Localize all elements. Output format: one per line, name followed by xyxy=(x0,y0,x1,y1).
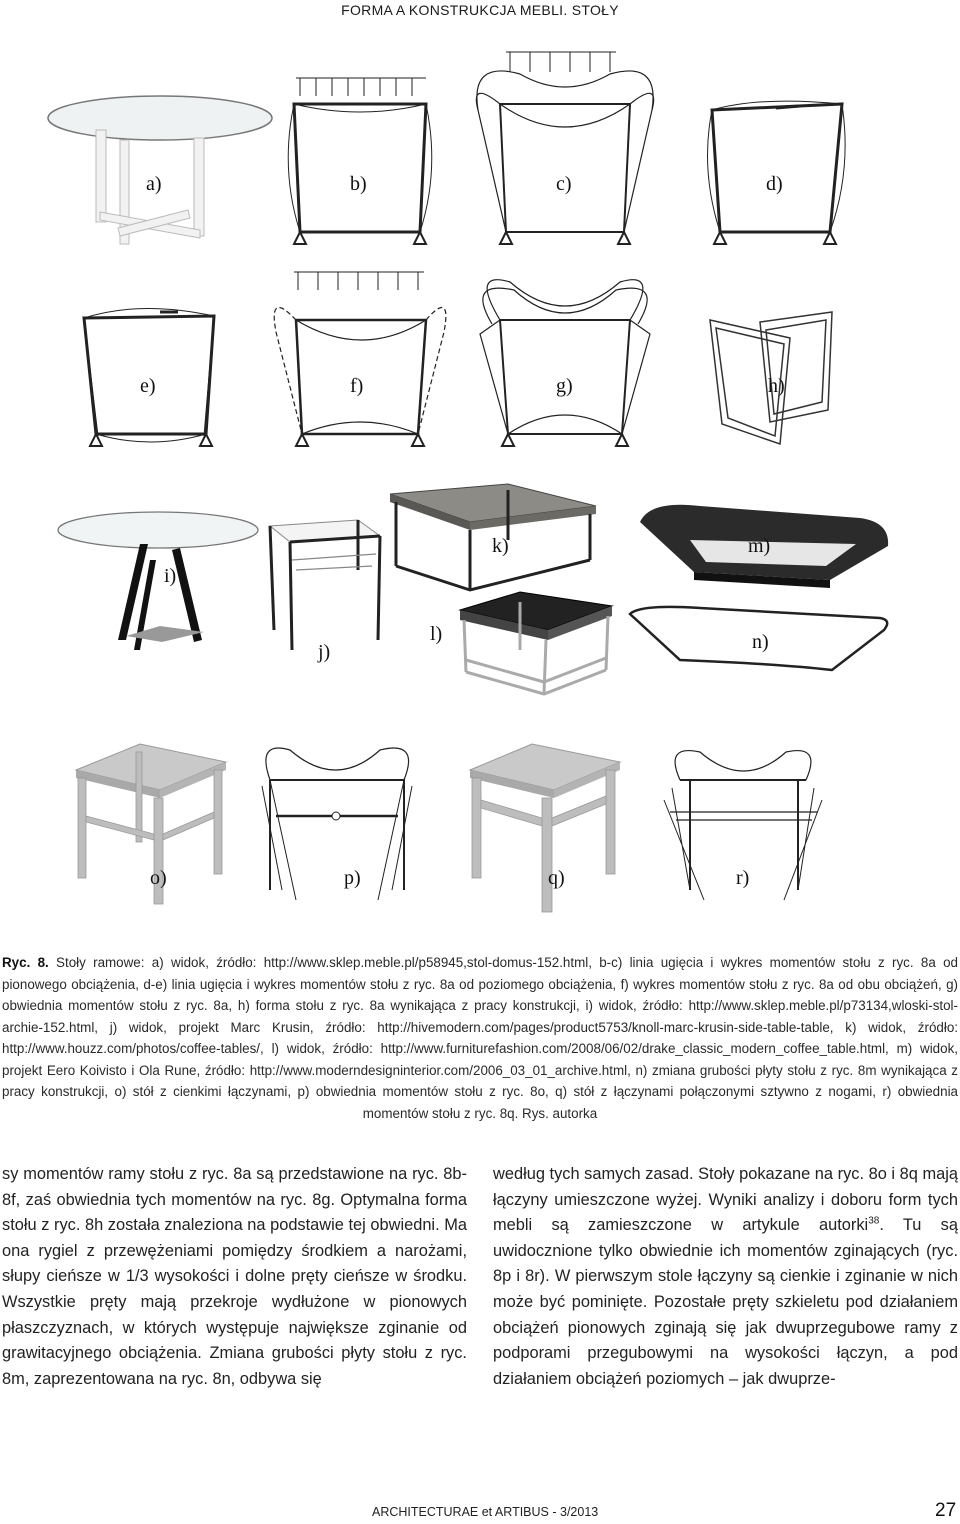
panel-a-glass-table xyxy=(48,96,272,244)
figure-8 xyxy=(0,26,960,938)
body-right-part1: według tych samych zasad. Stoły pokazane na ryc. 8o i 8q mają łączyny umieszczone wyżej. Wyniki analizy i doboru form tych mebli są zamieszczone w artykule autorki xyxy=(493,1165,958,1235)
body-column-right xyxy=(493,1162,958,1392)
label-m: m) xyxy=(748,535,771,557)
panel-b-deflection xyxy=(288,78,432,244)
figure-caption xyxy=(2,952,958,1124)
label-j: j) xyxy=(318,641,331,663)
panel-m-photo xyxy=(640,505,888,588)
panel-o-table xyxy=(76,744,226,904)
label-q: q) xyxy=(548,867,565,889)
label-p: p) xyxy=(344,867,361,889)
label-d: d) xyxy=(766,173,783,195)
caption-prefix: Ryc. 8. xyxy=(2,955,49,970)
panel-k-photo xyxy=(390,484,596,590)
label-e: e) xyxy=(140,375,156,397)
panel-h-form xyxy=(710,312,832,444)
panel-c-moment xyxy=(476,52,653,244)
label-b: b) xyxy=(350,173,367,195)
panel-l-photo xyxy=(430,592,612,694)
running-header: FORMA A KONSTRUKCJA MEBLI. STOŁY xyxy=(341,2,619,18)
footnote-ref: 38 xyxy=(868,1215,880,1227)
label-l: l) xyxy=(430,623,443,645)
panel-j-photo xyxy=(270,520,380,663)
label-o: o) xyxy=(150,867,167,889)
panel-r-envelope xyxy=(664,751,822,900)
panel-g-envelope xyxy=(480,280,650,446)
label-c: c) xyxy=(556,173,572,195)
panel-n-section xyxy=(630,607,887,670)
journal-footer: ARCHITECTURAE et ARTIBUS - 3/2013 xyxy=(372,1505,599,1519)
label-k: k) xyxy=(492,535,509,557)
label-h: h) xyxy=(768,375,785,397)
panel-p-envelope xyxy=(262,748,412,900)
panel-q-table xyxy=(470,744,620,912)
label-f: f) xyxy=(350,375,364,397)
label-i: i) xyxy=(164,565,177,587)
label-r: r) xyxy=(736,867,750,889)
label-g: g) xyxy=(556,375,573,397)
panel-f-combined xyxy=(274,272,446,446)
panel-e-moment xyxy=(84,308,214,446)
panel-i-photo xyxy=(58,512,258,650)
label-n: n) xyxy=(752,631,769,653)
panel-d-horizontal xyxy=(708,101,846,244)
body-column-left: sy momentów ramy stołu z ryc. 8a są przedstawione na ryc. 8b-8f, zaś obwiednia tych momentów na ryc. 8g. Optymalna forma stołu z ryc. 8h została znaleziona na podstawie tej obwiedni. Ma ona rygiel z przewężeniami pomiędzy środkiem a narożami, słupy cieńsze w 1/3 wysokości i dolne pręty cieńsze w środku. Wszystkie pręty mają przekroje wydłużone w pionowych płaszczyznach, w których występuje największe zginanie od grawitacyjnego obciążenia. Zmiana grubości płyty stołu z ryc. 8m, zaprezentowana na ryc. 8n, odbywa się xyxy=(2,1165,467,1388)
label-a: a) xyxy=(146,173,162,195)
page-number: 27 xyxy=(935,1500,957,1521)
caption-text: Stoły ramowe: a) widok, źródło: http://www.sklep.meble.pl/p58945,stol-domus-152.html, b-c) linia ugięcia i wykres momentów stołu z ryc. 8a od pionowego obciążenia, d-e) linia ugięcia i wykres momentów stołu z ryc. 8a od poziomego obciążenia, f) wykres momentów stołu z ryc. 8a od obu obciążeń, g) obwiednia momentów stołu z ryc. 8a, h) forma stołu z ryc. 8a wynikająca z pracy konstrukcji, i) widok, źródło: http://www.sklep.meble.pl/p73134,wloski-stol-archie-152.html, j) widok, projekt Marc Krusin, źródło: http://hivemodern.com/pages/product5753/knoll-marc-krusin-side-table-table, k) widok, źródło: http://www.houzz.com/photos/coffee-tables/, l) widok, źródło: http://www.furniturefashion.com/2008/06/02/drake_classic_modern_coffee_table.html, m) widok, projekt Eero Koivisto i Ola Rune, źródło: http://www.moderndesigninterior.com/2006_03_01_archive.html, n) zmiana grubości płyty stołu z ryc. 8m wynikająca z pracy konstrukcji, o) stół z cienkimi łączynami, p) obwiednia momentów stołu z ryc. 8o, q) stół z łączynami połączonymi sztywno z nogami, r) obwiednia momentów stołu z ryc. 8q. Rys. autorka xyxy=(2,955,958,1121)
body-right-part2: . Tu są uwidocznione tylko obwiednie ich momentów zginających (ryc. 8p i 8r). W pierwszym stole łączyny są cienkie i zginanie w nich może być pominięte. Pozostałe pręty szkieletu pod działaniem obciążeń pionowych zginają się jak dwuprzegubowe ramy z podporami przegubowymi na wysokości łączyn, a pod działaniem obciążeń poziomych – jak dwuprze- xyxy=(493,1216,958,1388)
